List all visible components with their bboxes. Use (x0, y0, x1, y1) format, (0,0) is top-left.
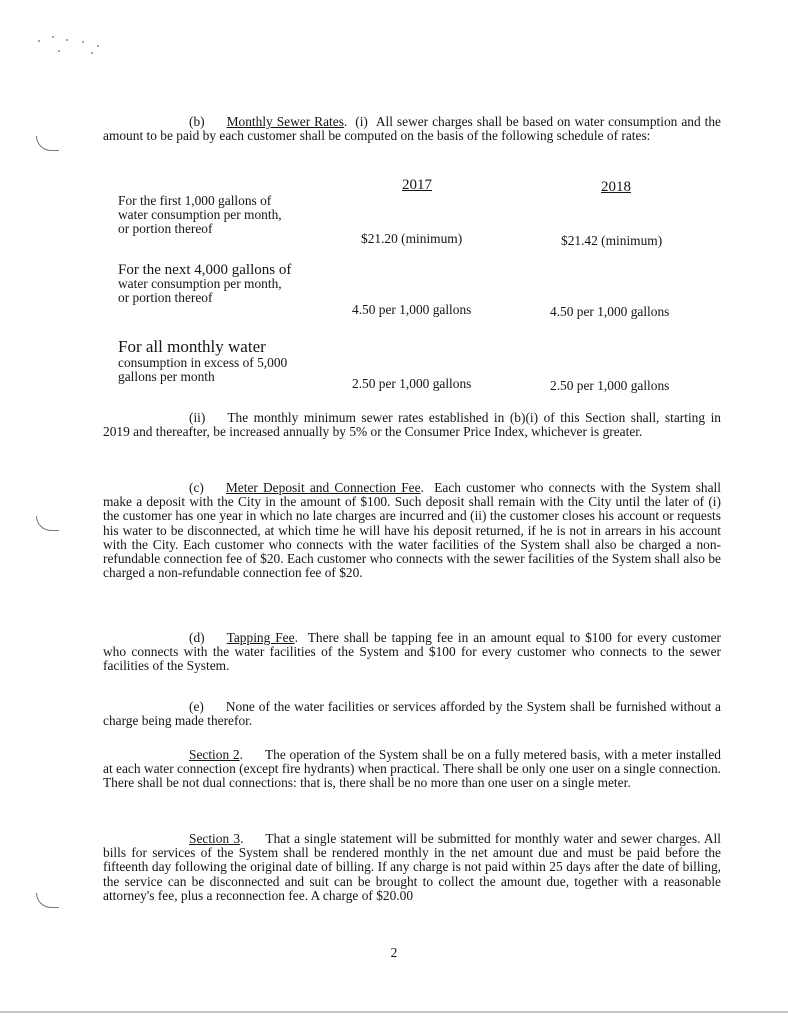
para-c-title: Meter Deposit and Connection Fee (225, 480, 421, 495)
punch-hole-mark (36, 136, 59, 151)
rate-row-1-label-line: or portion thereof (118, 221, 213, 237)
para-e-text: None of the water facilities or services afforded by the System shall be furnished without a charge being made therefor. (103, 699, 721, 729)
rate-table-header-2018: 2018 (601, 179, 631, 195)
page-bottom-edge (0, 1011, 788, 1013)
paragraph-section-3: Section 3. That a single statement will be submitted for monthly water and sewer charges. All bills for services of the System shall be rendered monthly in the net amount due and must be paid before the fifteenth day following the original date of billing. If any charge is not paid within 25 days after the date of billing, the service can be disconnected and suit can be brought to collect the amount due, together with a reasonable attorney's fee, plus a reconnection fee. A charge of $20.00 (103, 831, 721, 903)
rate-row-3-label-line: gallons per month (118, 369, 215, 385)
para-b-title: Monthly Sewer Rates (226, 114, 344, 129)
scan-speck (52, 36, 54, 38)
para-b-text: All sewer charges shall be based on water consumption and the amount to be paid by each customer shall be computed on the basis of the following schedule of rates: (103, 114, 721, 144)
para-b-ii-text: The monthly minimum sewer rates established in (b)(i) of this Section shall, starting in 2019 and thereafter, be increased annually by 5% or the Consumer Price Index, whichever is greater. (103, 410, 721, 440)
rate-row-2-label-line: or portion thereof (118, 290, 213, 306)
rate-row-3-label-line: For all monthly water (118, 337, 266, 356)
rate-row-3-value-2018: 2.50 per 1,000 gallons (550, 378, 670, 393)
scan-speck (91, 52, 93, 54)
para-d-marker: (d) (189, 630, 205, 645)
rate-row-1-label-line: For the first 1,000 gallons of (118, 193, 272, 208)
para-c-text: Each customer who connects with the System shall make a deposit with the City in the amount of $100. Such deposit shall remain with the City until the later of (i) the customer has one year in which no late charges are incurred and (ii) the customer closes his account or requests his water to be disconnected, at which time he will have his deposit returned, if he is not in arrears in his account with the City. Each customer who connects with the water facilities of the System shall also be charged a non-refundable connection fee of $20. Each customer who connects with the sewer facilities of the System shall also be charged a non-refundable connection fee of $20. (103, 480, 721, 581)
paragraph-e (103, 700, 721, 728)
paragraph-d: (d) Tapping Fee. There shall be tapping fee in an amount equal to $100 for every customer who connects with the water facilities of the System and $100 for every customer who connects to the sewer facilities of the System. (103, 630, 722, 674)
para-b-marker: (b) (189, 114, 205, 129)
rate-table-header-2017: 2017 (402, 177, 432, 193)
rate-row-2-label (118, 263, 291, 306)
scan-speck (58, 50, 60, 52)
paragraph-b: (b) Monthly Sewer Rates. (i) All sewer charges shall be based on water consumption and the amount to be paid by each customer shall be computed on the basis of the following schedule of rates: (103, 114, 721, 144)
scan-speck (82, 41, 84, 43)
para-d-text: There shall be tapping fee in an amount equal to $100 for every customer who connects with the water facilities of the System and $100 for every customer who connects to the sewer facilities of the System. (103, 630, 722, 674)
para-b-sub-ii: (ii) (189, 410, 206, 425)
section-2-title: Section 2 (189, 747, 240, 762)
paragraph-section-2: Section 2. The operation of the System shall be on a fully metered basis, with a meter installed at each water connection (except fire hydrants) when practical. There shall be only one user on a single connection. There shall be not dual connections: that is, there shall be no more than one user on a single meter. (103, 747, 722, 791)
rate-row-2-label-line: water consumption per month, (118, 276, 282, 292)
rate-row-2-label-line: For the next 4,000 gallons of (118, 262, 292, 278)
scan-speck (38, 40, 40, 42)
para-c-marker: (c) (189, 480, 204, 495)
scan-speck (97, 45, 99, 47)
para-e-marker: (e) (189, 699, 204, 714)
page-number: 2 (390, 945, 398, 960)
section-3-title: Section 3 (189, 831, 241, 846)
rate-row-2-value-2017: 4.50 per 1,000 gallons (352, 302, 472, 317)
punch-hole-mark (36, 893, 59, 908)
rate-row-3-label-line: consumption in excess of 5,000 (118, 355, 288, 370)
scan-speck (66, 39, 68, 41)
para-d-title: Tapping Fee (226, 630, 295, 645)
rate-row-1-label-line: water consumption per month, (118, 207, 282, 223)
section-2-text: The operation of the System shall be on a fully metered basis, with a meter installed at each water connection (except fire hydrants) when practical. There shall be only one user on a single connection. There shall be not dual connections: that is, there shall be no more than one user on a single meter. (103, 747, 722, 791)
rate-row-3-value-2017: 2.50 per 1,000 gallons (352, 376, 472, 391)
paragraph-b-ii (103, 411, 721, 439)
rate-row-3-label (118, 337, 287, 384)
rate-row-1-value-2017: $21.20 (minimum) (361, 231, 463, 246)
rate-row-1-label (118, 194, 282, 237)
rate-row-2-value-2018: 4.50 per 1,000 gallons (550, 304, 670, 319)
section-3-text: That a single statement will be submitted for monthly water and sewer charges. All bills for services of the System shall be rendered monthly in the net amount due and must be paid before the fifteenth day following the original date of billing. If any charge is not paid within 25 days after the date of billing, the service can be disconnected and suit can be brought to collect the amount due, together with a reasonable attorney's fee, plus a reconnection fee. A charge of $20.00 (103, 831, 721, 903)
para-b-sub-i: (i) (355, 114, 368, 129)
paragraph-c: (c) Meter Deposit and Connection Fee. Each customer who connects with the System shall make a deposit with the City in the amount of $100. Such deposit shall remain with the City until the later of (i) the customer has one year in which no late charges are incurred and (ii) the customer closes his account or requests his water to be disconnected, at which time he will have his deposit returned, if he is not in arrears in his account with the City. Each customer who connects with the water facilities of the System shall also be charged a non-refundable connection fee of $20. Each customer who connects with the sewer facilities of the System shall also be charged a non-refundable connection fee of $20. (103, 480, 721, 581)
punch-hole-mark (36, 516, 59, 531)
rate-row-1-value-2018: $21.42 (minimum) (561, 233, 663, 248)
